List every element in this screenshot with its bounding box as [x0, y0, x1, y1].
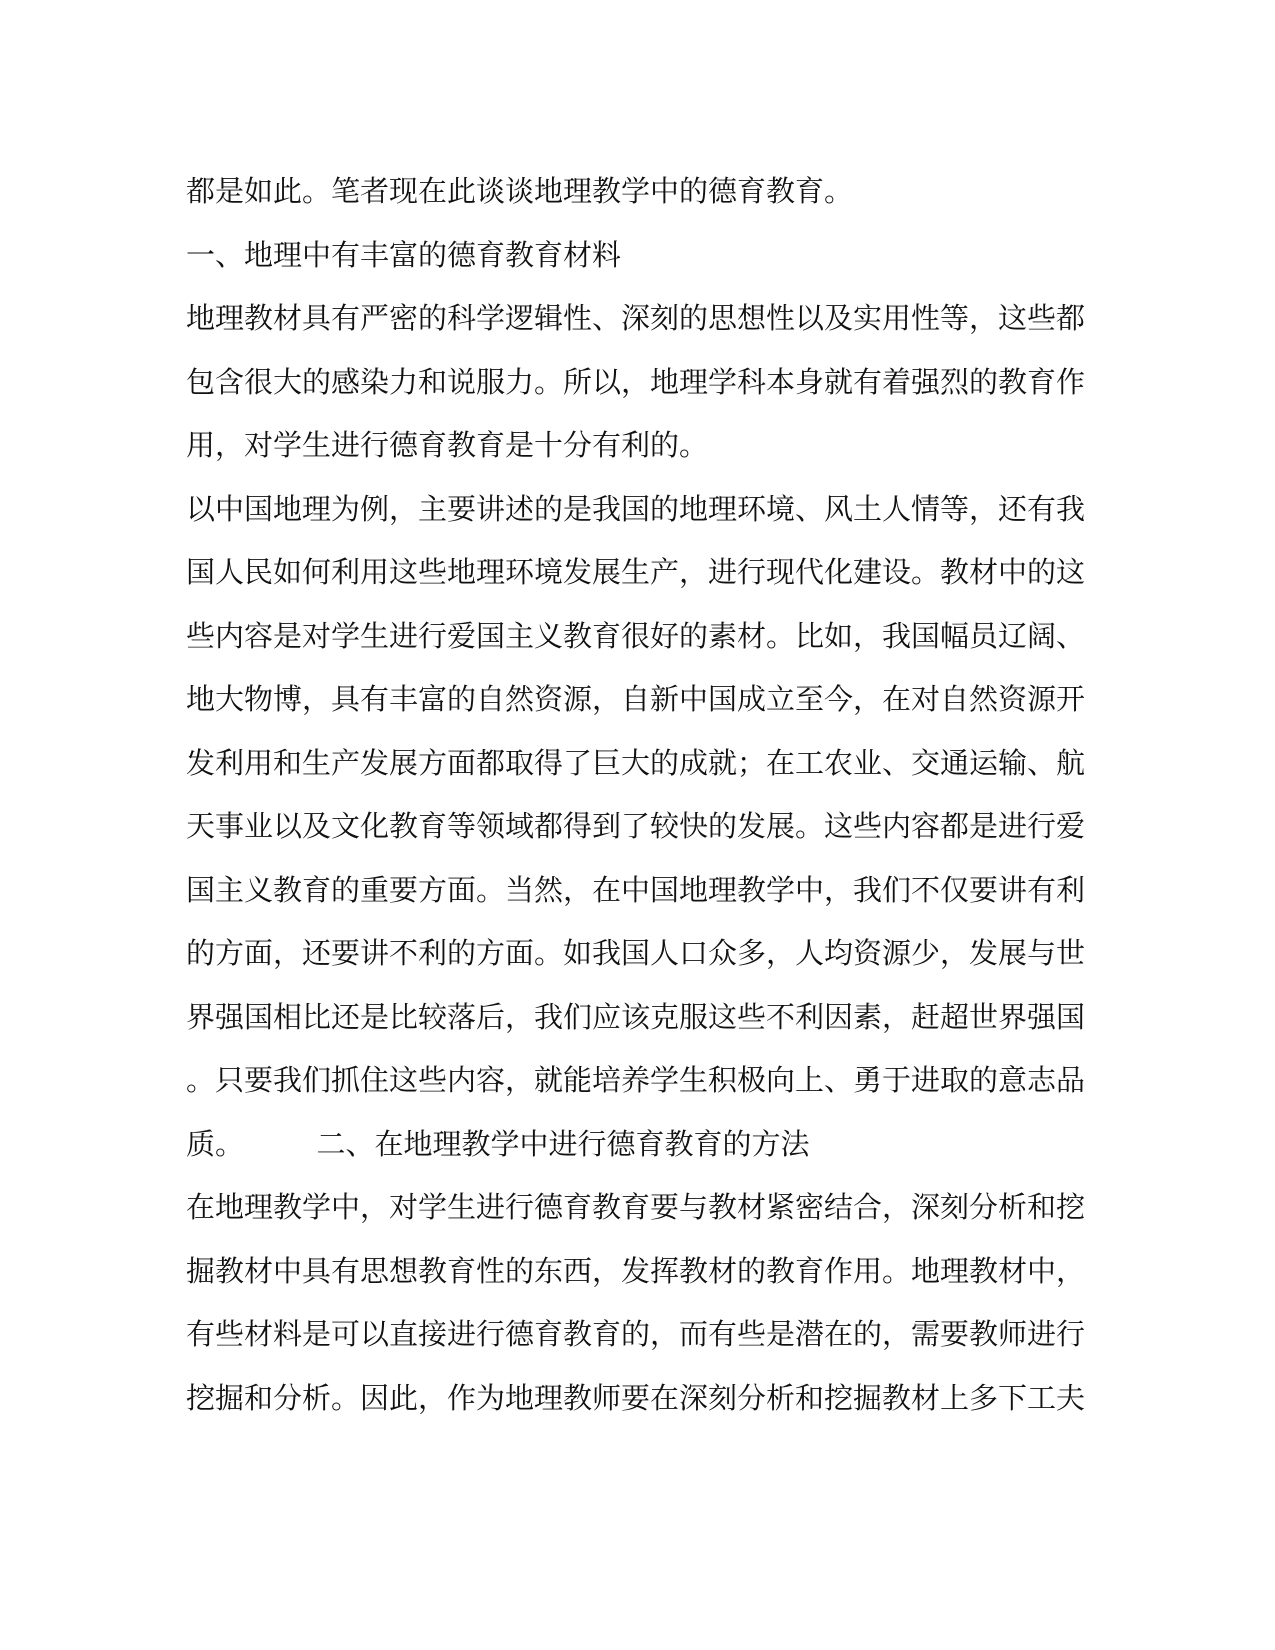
- section-heading: 一、地理中有丰富的德育教育材料: [186, 237, 622, 272]
- text-line: 界强国相比还是比较落后，我们应该克服这些不利因素，赶超世界强国: [186, 999, 1086, 1034]
- text-line: 发利用和生产发展方面都取得了巨大的成就；在工农业、交通运输、航: [186, 745, 1086, 780]
- text-line: 国人民如何利用这些地理环境发展生产，进行现代化建设。教材中的这: [186, 555, 1086, 589]
- text-line: 天事业以及文化教育等领域都得到了较快的发展。这些内容都是进行爱: [186, 809, 1086, 843]
- text-line: 在地理教学中，对学生进行德育教育要与教材紧密结合，深刻分析和挖: [186, 1190, 1086, 1224]
- text-line: 国主义教育的重要方面。当然，在中国地理教学中，我们不仅要讲有利: [186, 872, 1086, 907]
- text-line: 掘教材中具有思想教育性的东西，发挥教材的教育作用。地理教材中，: [186, 1253, 1086, 1288]
- text-line: 有些材料是可以直接进行德育教育的，而有些是潜在的，需要教师进行: [186, 1317, 1086, 1351]
- text-line: 都是如此。笔者现在此谈谈地理教学中的德育教育。: [186, 174, 854, 208]
- text-line: 挖掘和分析。因此，作为地理教师要在深刻分析和挖掘教材上多下工夫: [186, 1380, 1086, 1415]
- text-line: 的方面，还要讲不利的方面。如我国人口众多，人均资源少，发展与世: [186, 936, 1086, 970]
- text-line: 质。 二、在地理教学中进行德育教育的方法: [186, 1126, 810, 1161]
- text-line: 。只要我们抓住这些内容，就能培养学生积极向上、勇于进取的意志品: [186, 1063, 1086, 1097]
- text-line: 地理教材具有严密的科学逻辑性、深刻的思想性以及实用性等，这些都: [186, 301, 1086, 335]
- text-line: 包含很大的感染力和说服力。所以，地理学科本身就有着强烈的教育作: [186, 364, 1086, 399]
- body-text: [186, 160, 1096, 1430]
- text-line: 以中国地理为例，主要讲述的是我国的地理环境、风土人情等，还有我: [186, 491, 1086, 526]
- text-line: 些内容是对学生进行爱国主义教育很好的素材。比如，我国幅员辽阔、: [186, 618, 1086, 653]
- text-line: 地大物博，具有丰富的自然资源，自新中国成立至今，在对自然资源开: [186, 682, 1086, 716]
- text-line: 用，对学生进行德育教育是十分有利的。: [186, 428, 709, 462]
